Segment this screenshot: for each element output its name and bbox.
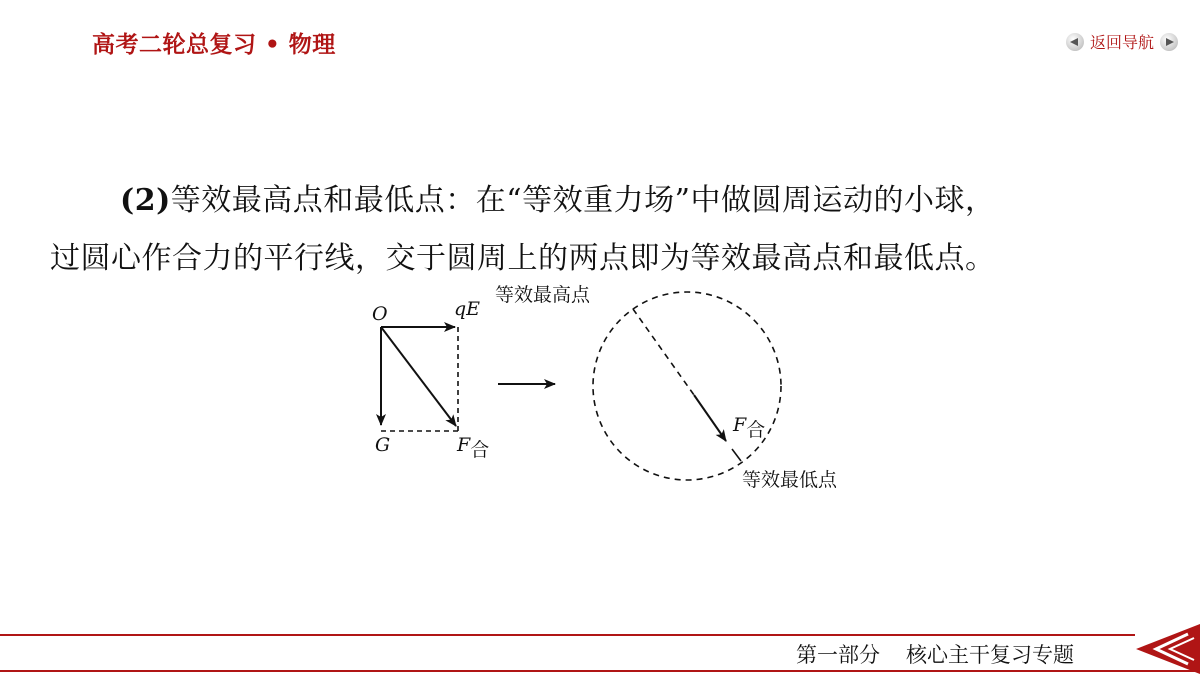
F-resultant-vector <box>381 327 456 426</box>
label-highest-point: 等效最高点 <box>495 284 591 306</box>
diameter-dashed <box>633 309 694 395</box>
footer-part: 第一部分 <box>796 643 880 667</box>
footer-topic: 核心主干复习专题 <box>906 643 1074 667</box>
course-title: 高考二轮总复习 • 物理 <box>92 32 336 58</box>
back-triangle-icon[interactable] <box>1136 624 1200 674</box>
paragraph-line-2: 过圆心作合力的平行线，交于圆周上的两点即为等效最高点和最低点。 <box>50 241 996 276</box>
item-number: (2) <box>120 183 171 218</box>
label-O: O <box>372 303 388 325</box>
footer-divider-bottom <box>0 670 1200 672</box>
back-navigation-label[interactable]: 返回导航 <box>1089 33 1154 52</box>
label-G: G <box>375 434 391 456</box>
diameter-end-segment <box>732 449 741 461</box>
label-F-left: F合 <box>457 434 490 461</box>
line-1-text: 等效最高点和最低点：在“等效重力场”中做圆周运动的小球， <box>170 183 996 218</box>
label-lowest-point: 等效最低点 <box>742 469 838 491</box>
circular-path <box>593 292 781 480</box>
footer-divider-top <box>0 634 1135 636</box>
footer-section-label <box>796 639 1074 669</box>
F-resultant-vector-circle <box>694 395 726 441</box>
label-F-right: F合 <box>733 414 766 441</box>
force-parallelogram <box>381 327 458 431</box>
label-qE: qE <box>454 298 481 320</box>
